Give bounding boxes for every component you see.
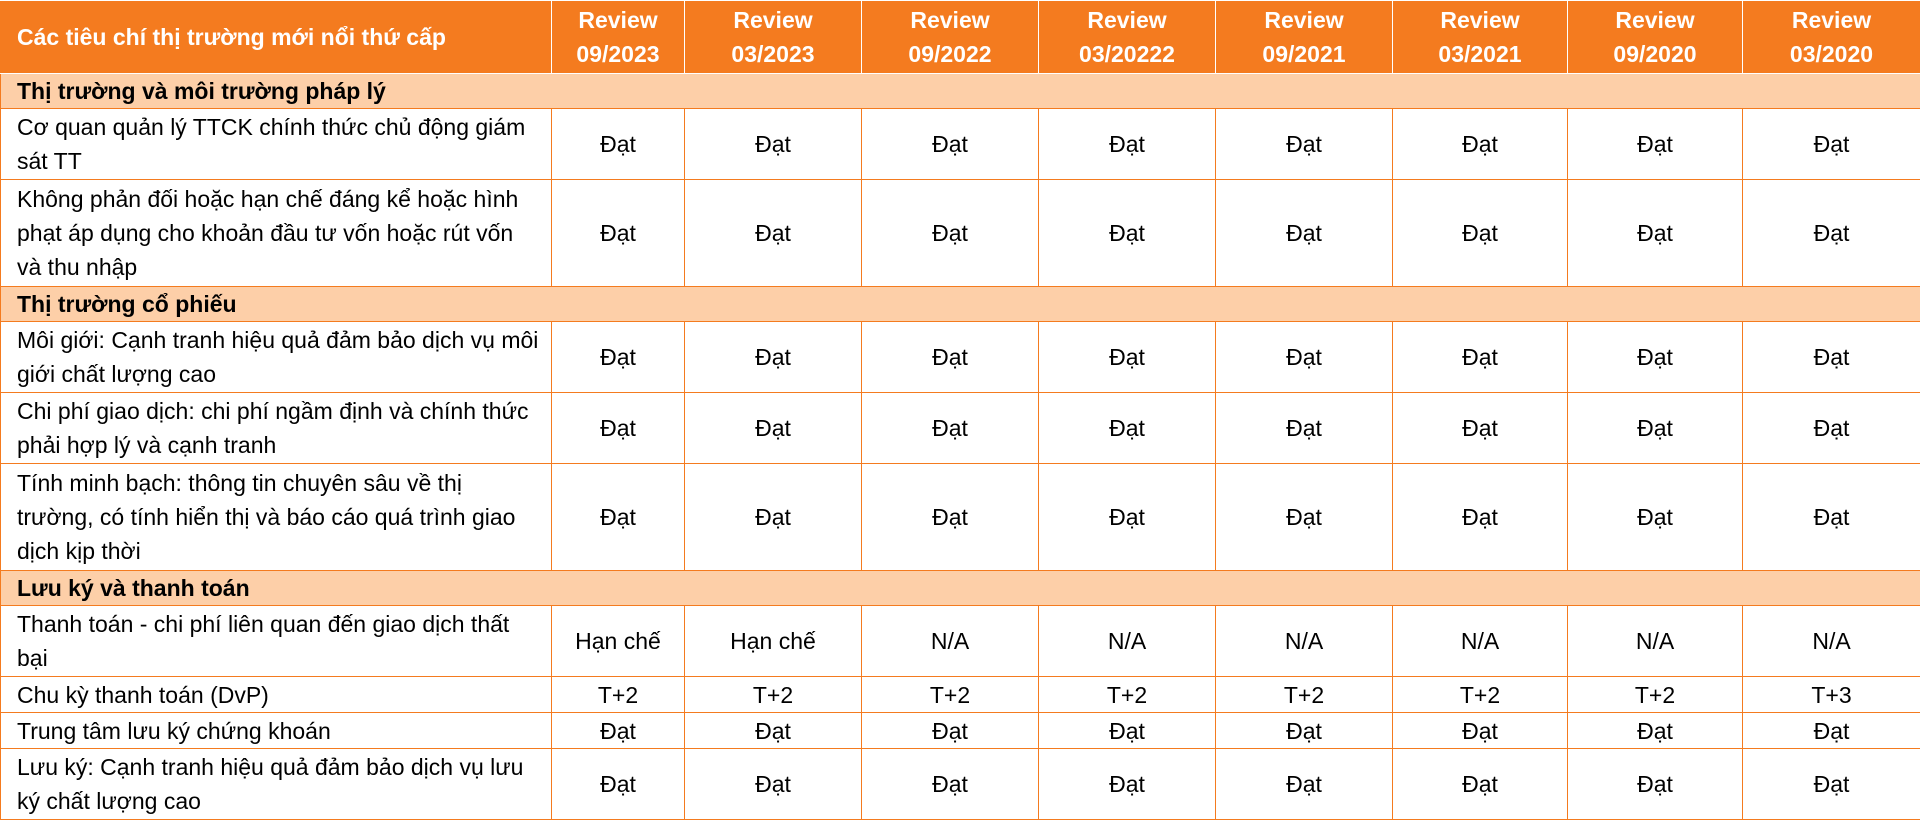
value-cell: Đạt: [1039, 749, 1216, 820]
value-cell: Đạt: [1216, 749, 1393, 820]
value-cell: Đạt: [1039, 180, 1216, 287]
value-cell: T+3: [1743, 677, 1920, 713]
value-cell: Đạt: [1393, 393, 1568, 464]
column-header-line2: 03/2023: [731, 41, 815, 67]
criterion-cell: Cơ quan quản lý TTCK chính thức chủ động giám sát TT: [1, 109, 552, 180]
column-header-line2: 09/2021: [1262, 41, 1346, 67]
value-cell: Đạt: [1039, 109, 1216, 180]
value-cell: Đạt: [1216, 393, 1393, 464]
value-cell: T+2: [552, 677, 685, 713]
table-row: [1, 109, 1920, 180]
table-row: [1, 180, 1920, 287]
value-cell: N/A: [1393, 606, 1568, 677]
value-cell: Đạt: [552, 393, 685, 464]
value-cell: Đạt: [552, 713, 685, 749]
value-cell: Đạt: [685, 749, 862, 820]
value-cell: T+2: [862, 677, 1039, 713]
column-header: [1568, 1, 1743, 74]
value-cell: T+2: [1216, 677, 1393, 713]
section-fill: [552, 287, 1920, 322]
header-row: [1, 1, 1920, 74]
criterion-cell: Lưu ký: Cạnh tranh hiệu quả đảm bảo dịch vụ lưu ký chất lượng cao: [1, 749, 552, 820]
section-title: Thị trường cổ phiếu: [1, 287, 552, 322]
column-header-line1: Review: [910, 7, 990, 33]
value-cell: Đạt: [862, 393, 1039, 464]
value-cell: Đạt: [1393, 109, 1568, 180]
value-cell: N/A: [862, 606, 1039, 677]
table-row: [1, 464, 1920, 571]
value-cell: Đạt: [1743, 109, 1920, 180]
criterion-cell: Thanh toán - chi phí liên quan đến giao dịch thất bại: [1, 606, 552, 677]
criterion-cell: Chi phí giao dịch: chi phí ngầm định và chính thức phải hợp lý và cạnh tranh: [1, 393, 552, 464]
value-cell: N/A: [1039, 606, 1216, 677]
column-header-line1: Review: [1264, 7, 1344, 33]
value-cell: Đạt: [1216, 180, 1393, 287]
value-cell: Đạt: [1393, 180, 1568, 287]
value-cell: T+2: [1393, 677, 1568, 713]
value-cell: Đạt: [1039, 393, 1216, 464]
value-cell: Đạt: [1216, 109, 1393, 180]
section-row: [1, 571, 1920, 606]
value-cell: Đạt: [1743, 749, 1920, 820]
value-cell: Đạt: [685, 109, 862, 180]
value-cell: N/A: [1216, 606, 1393, 677]
value-cell: Đạt: [1039, 464, 1216, 571]
value-cell: Đạt: [552, 322, 685, 393]
column-header-line2: 09/2023: [576, 41, 660, 67]
column-header-line1: Review: [1087, 7, 1167, 33]
column-header: [1039, 1, 1216, 74]
value-cell: Đạt: [1216, 322, 1393, 393]
column-header: [862, 1, 1039, 74]
value-cell: Đạt: [862, 713, 1039, 749]
value-cell: Đạt: [685, 322, 862, 393]
value-cell: Đạt: [1216, 713, 1393, 749]
value-cell: Đạt: [685, 393, 862, 464]
value-cell: Đạt: [1039, 713, 1216, 749]
column-header-line2: 09/2022: [908, 41, 992, 67]
value-cell: Đạt: [1568, 464, 1743, 571]
value-cell: Đạt: [1743, 322, 1920, 393]
value-cell: Đạt: [1743, 393, 1920, 464]
column-header: [685, 1, 862, 74]
value-cell: Đạt: [552, 464, 685, 571]
value-cell: Đạt: [1568, 749, 1743, 820]
section-fill: [552, 571, 1920, 606]
value-cell: Đạt: [862, 180, 1039, 287]
criterion-cell: Môi giới: Cạnh tranh hiệu quả đảm bảo dịch vụ môi giới chất lượng cao: [1, 322, 552, 393]
value-cell: Đạt: [685, 180, 862, 287]
column-header-line1: Review: [1615, 7, 1695, 33]
value-cell: T+2: [1039, 677, 1216, 713]
value-cell: Đạt: [1568, 109, 1743, 180]
value-cell: Đạt: [1568, 393, 1743, 464]
value-cell: Đạt: [1568, 180, 1743, 287]
value-cell: Đạt: [1568, 713, 1743, 749]
criterion-cell: Trung tâm lưu ký chứng khoán: [1, 713, 552, 749]
value-cell: Đạt: [552, 749, 685, 820]
criterion-cell: Tính minh bạch: thông tin chuyên sâu về thị trường, có tính hiển thị và báo cáo quá trình giao dịch kịp thời: [1, 464, 552, 571]
value-cell: Đạt: [862, 464, 1039, 571]
value-cell: N/A: [1743, 606, 1920, 677]
table-row: [1, 677, 1920, 713]
criterion-cell: Không phản đối hoặc hạn chế đáng kể hoặc hình phạt áp dụng cho khoản đầu tư vốn hoặc rút vốn và thu nhập: [1, 180, 552, 287]
value-cell: Đạt: [552, 109, 685, 180]
value-cell: Đạt: [1743, 464, 1920, 571]
section-row: [1, 287, 1920, 322]
value-cell: T+2: [685, 677, 862, 713]
column-header-line1: Review: [578, 7, 658, 33]
column-header-line2: 03/2020: [1789, 41, 1874, 67]
value-cell: N/A: [1568, 606, 1743, 677]
value-cell: Hạn chế: [685, 606, 862, 677]
value-cell: Đạt: [1568, 322, 1743, 393]
column-header: [1743, 1, 1920, 74]
column-header: [1216, 1, 1393, 74]
value-cell: Đạt: [1393, 713, 1568, 749]
column-header-line1: Review: [1440, 7, 1520, 33]
column-header-line1: Review: [733, 7, 813, 33]
section-row: [1, 74, 1920, 109]
value-cell: Đạt: [1743, 713, 1920, 749]
table-row: [1, 713, 1920, 749]
table-row: [1, 606, 1920, 677]
table-row: [1, 322, 1920, 393]
value-cell: Đạt: [1393, 322, 1568, 393]
value-cell: Đạt: [862, 109, 1039, 180]
column-header-line2: 09/2020: [1613, 41, 1697, 67]
value-cell: Đạt: [685, 713, 862, 749]
value-cell: Đạt: [862, 749, 1039, 820]
column-header-line1: Review: [1791, 7, 1872, 33]
table-row: [1, 393, 1920, 464]
value-cell: Đạt: [1039, 322, 1216, 393]
criteria-header: Các tiêu chí thị trường mới nổi thứ cấp: [1, 1, 552, 74]
value-cell: Đạt: [1743, 180, 1920, 287]
value-cell: Đạt: [1393, 749, 1568, 820]
value-cell: Đạt: [1216, 464, 1393, 571]
section-fill: [552, 74, 1920, 109]
value-cell: Hạn chế: [552, 606, 685, 677]
value-cell: T+2: [1568, 677, 1743, 713]
value-cell: Đạt: [862, 322, 1039, 393]
value-cell: Đạt: [1393, 464, 1568, 571]
value-cell: Đạt: [552, 180, 685, 287]
criterion-cell: Chu kỳ thanh toán (DvP): [1, 677, 552, 713]
column-header: [1393, 1, 1568, 74]
table-row: [1, 749, 1920, 820]
column-header-line2: 03/20222: [1079, 41, 1175, 67]
value-cell: Đạt: [685, 464, 862, 571]
section-title: Thị trường và môi trường pháp lý: [1, 74, 552, 109]
column-header: [552, 1, 685, 74]
section-title: Lưu ký và thanh toán: [1, 571, 552, 606]
column-header-line2: 03/2021: [1438, 41, 1522, 67]
